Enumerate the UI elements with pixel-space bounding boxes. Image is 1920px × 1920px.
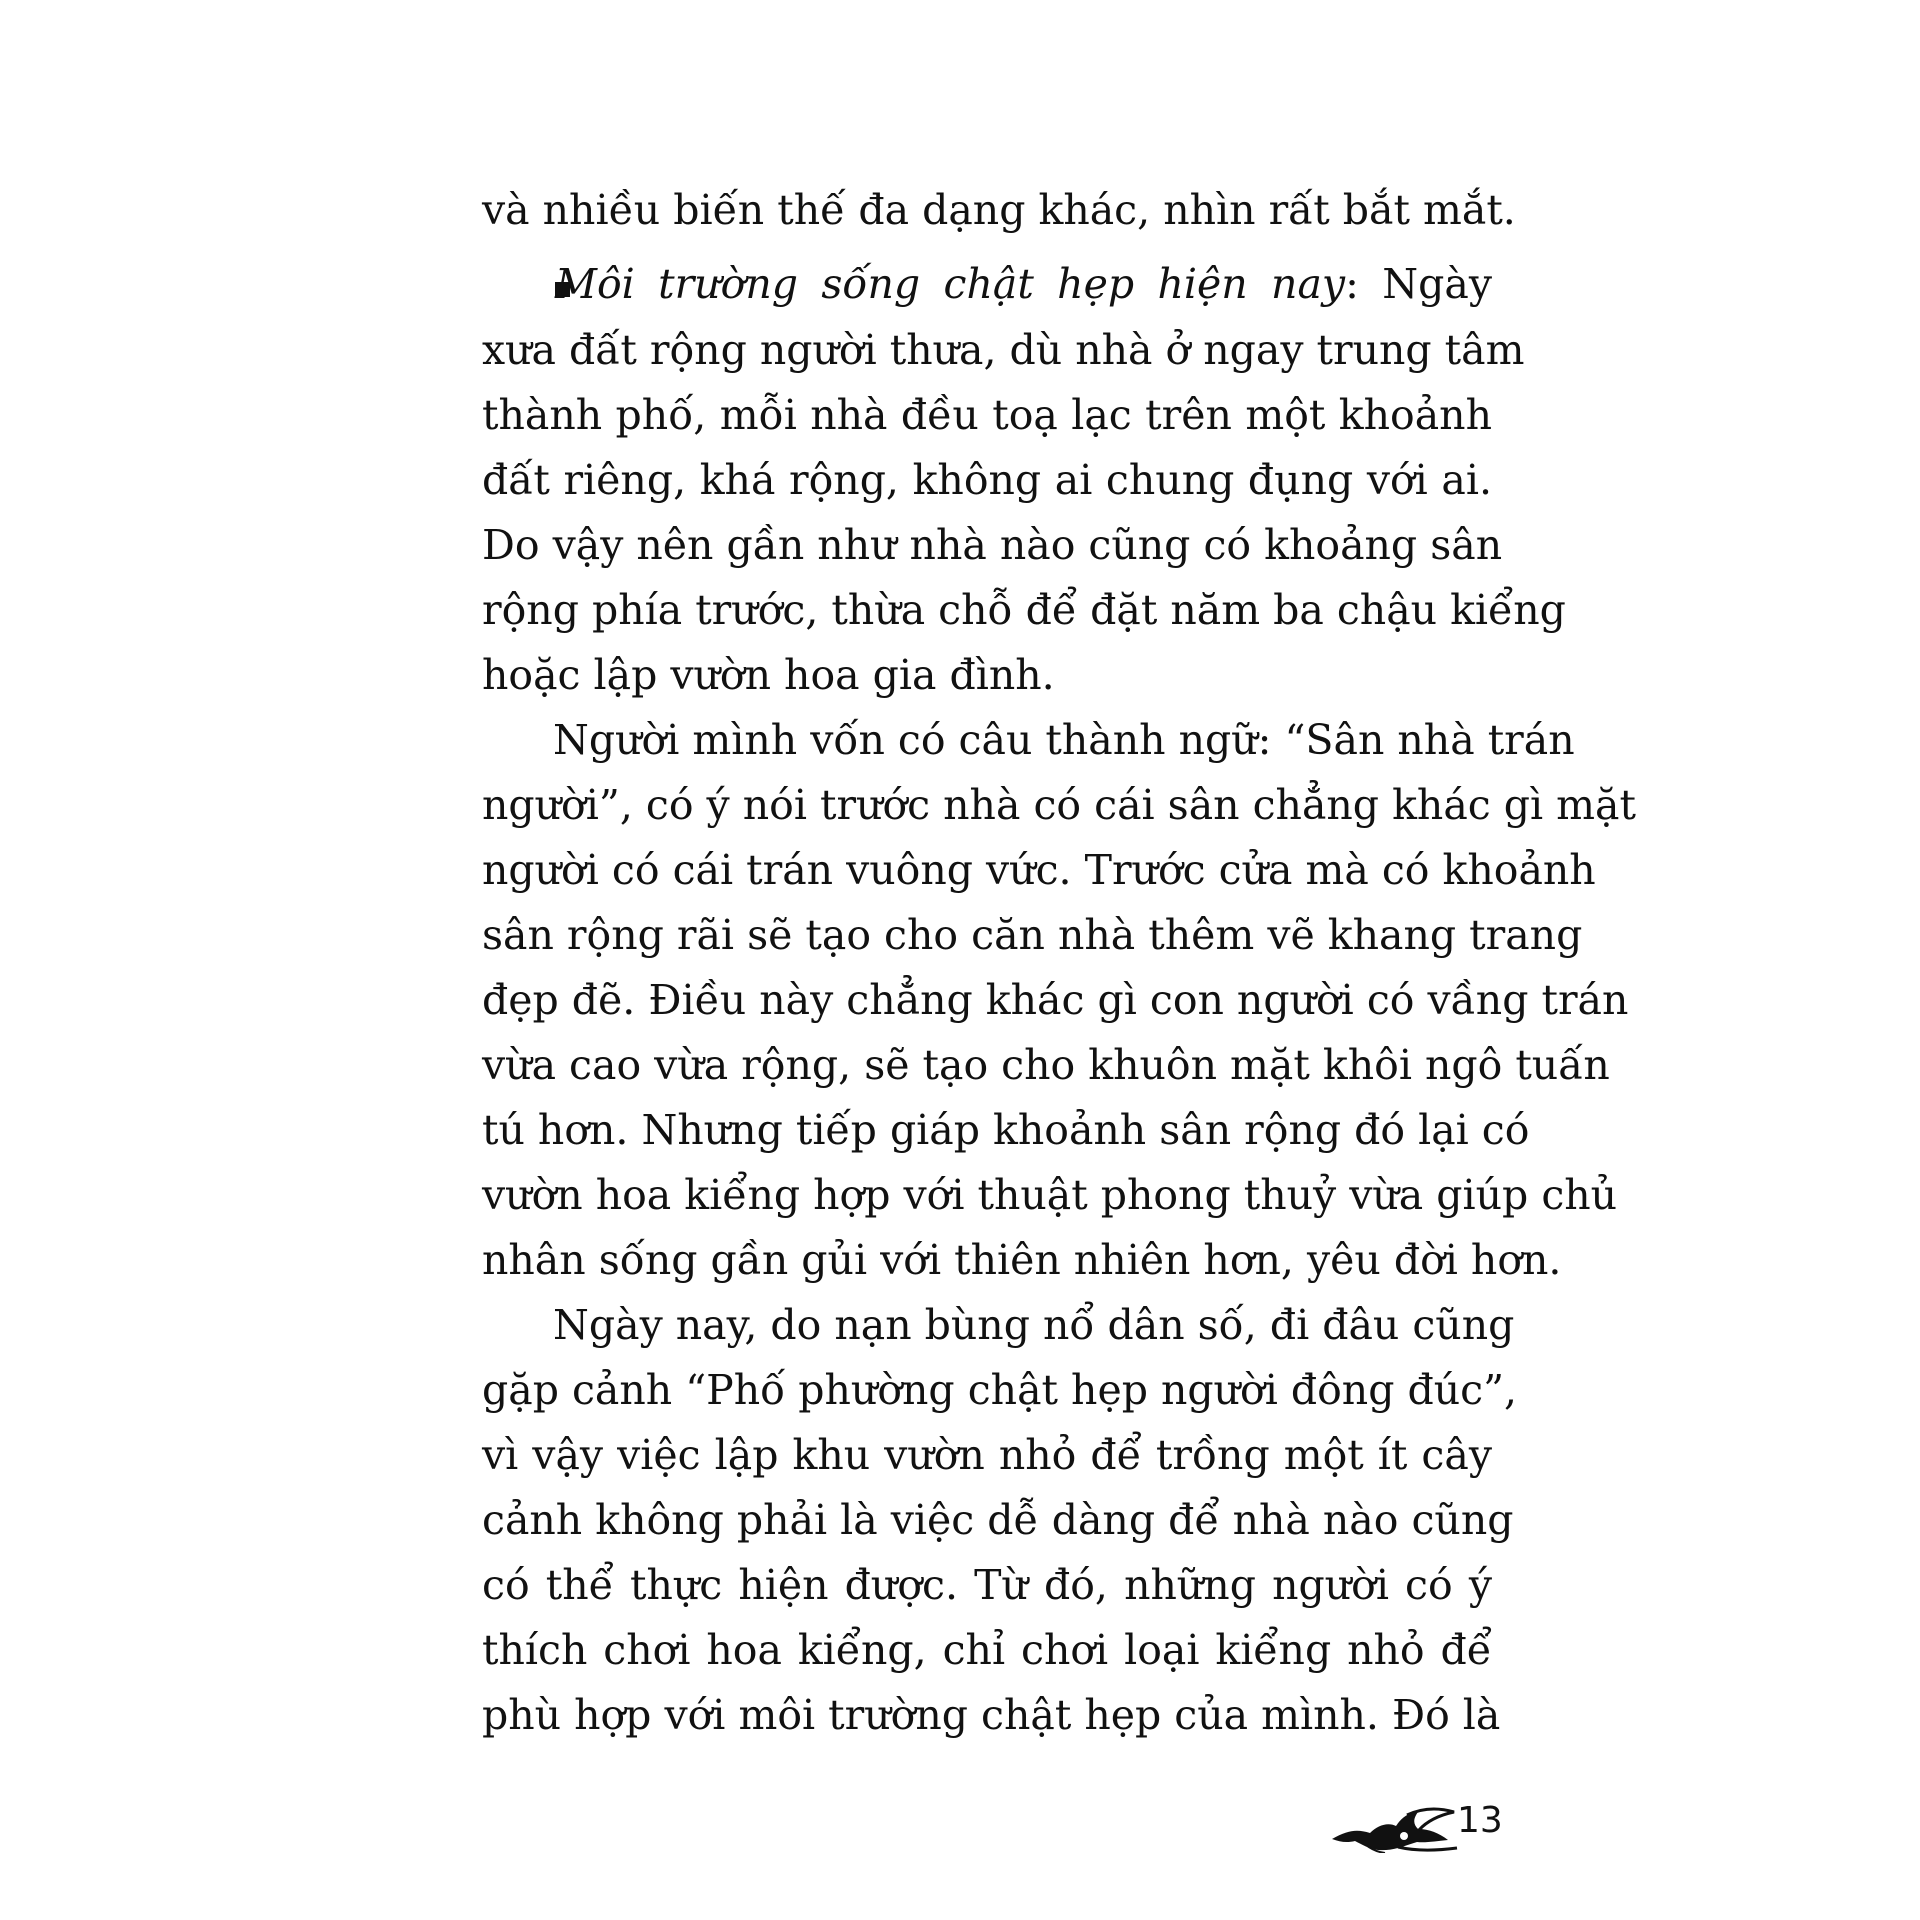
text-line-8: hoặc lập vườn hoa gia đình. <box>482 651 1055 699</box>
text-line-9: Người mình vốn có câu thành ngữ: “Sân nhà trán <box>553 716 1575 764</box>
text-line-12: sân rộng rãi sẽ tạo cho căn nhà thêm vẽ khang trang <box>482 911 1583 959</box>
text-line-22: có thể thực hiện được. Từ đó, những người có ý <box>482 1561 1492 1609</box>
text-line-4: thành phố, mỗi nhà đều toạ lạc trên một khoảnh <box>482 391 1492 439</box>
bullet-heading: Môi trường sống chật hẹp hiện nay <box>555 260 1346 308</box>
fish-ornament-icon <box>1330 1795 1458 1853</box>
text-line-5: đất riêng, khá rộng, không ai chung đụng với ai. <box>482 456 1492 504</box>
text-line-19: gặp cảnh “Phố phường chật hẹp người đông đúc”, <box>482 1366 1518 1414</box>
text-line-6: Do vậy nên gần như nhà nào cũng có khoảng sân <box>482 521 1503 569</box>
text-line-15: tú hơn. Nhưng tiếp giáp khoảnh sân rộng đó lại có <box>482 1106 1530 1154</box>
text-line-11: người có cái trán vuông vức. Trước cửa mà có khoảnh <box>482 846 1596 894</box>
text-line-16: vườn hoa kiểng hợp với thuật phong thuỷ vừa giúp chủ <box>482 1171 1618 1219</box>
bullet-heading-rest: : Ngày <box>1345 260 1492 308</box>
text-line-13: đẹp đẽ. Điều này chẳng khác gì con người có vầng trán <box>482 976 1629 1024</box>
text-line-10: người”, có ý nói trước nhà có cái sân chẳng khác gì mặt <box>482 781 1636 829</box>
text-line-23: thích chơi hoa kiểng, chỉ chơi loại kiểng nhỏ để <box>482 1626 1492 1674</box>
text-line-1: và nhiều biến thế đa dạng khác, nhìn rất bắt mắt. <box>482 186 1516 234</box>
text-line-18: Ngày nay, do nạn bùng nổ dân số, đi đâu cũng <box>553 1301 1515 1349</box>
page-footer <box>1330 1795 1503 1855</box>
text-line-21: cảnh không phải là việc dễ dàng để nhà nào cũng <box>482 1496 1514 1544</box>
page-number: 13 <box>1457 1800 1503 1841</box>
bullet-paragraph-line <box>555 260 1492 308</box>
text-line-17: nhân sống gần gủi với thiên nhiên hơn, yêu đời hơn. <box>482 1236 1562 1284</box>
text-line-14: vừa cao vừa rộng, sẽ tạo cho khuôn mặt khôi ngô tuấn <box>482 1041 1610 1089</box>
text-line-24: phù hợp với môi trường chật hẹp của mình. Đó là <box>482 1691 1501 1739</box>
text-line-3: xưa đất rộng người thưa, dù nhà ở ngay trung tâm <box>482 326 1525 374</box>
text-line-7: rộng phía trước, thừa chỗ để đặt năm ba chậu kiểng <box>482 586 1566 634</box>
text-line-20: vì vậy việc lập khu vườn nhỏ để trồng một ít cây <box>482 1431 1492 1479</box>
